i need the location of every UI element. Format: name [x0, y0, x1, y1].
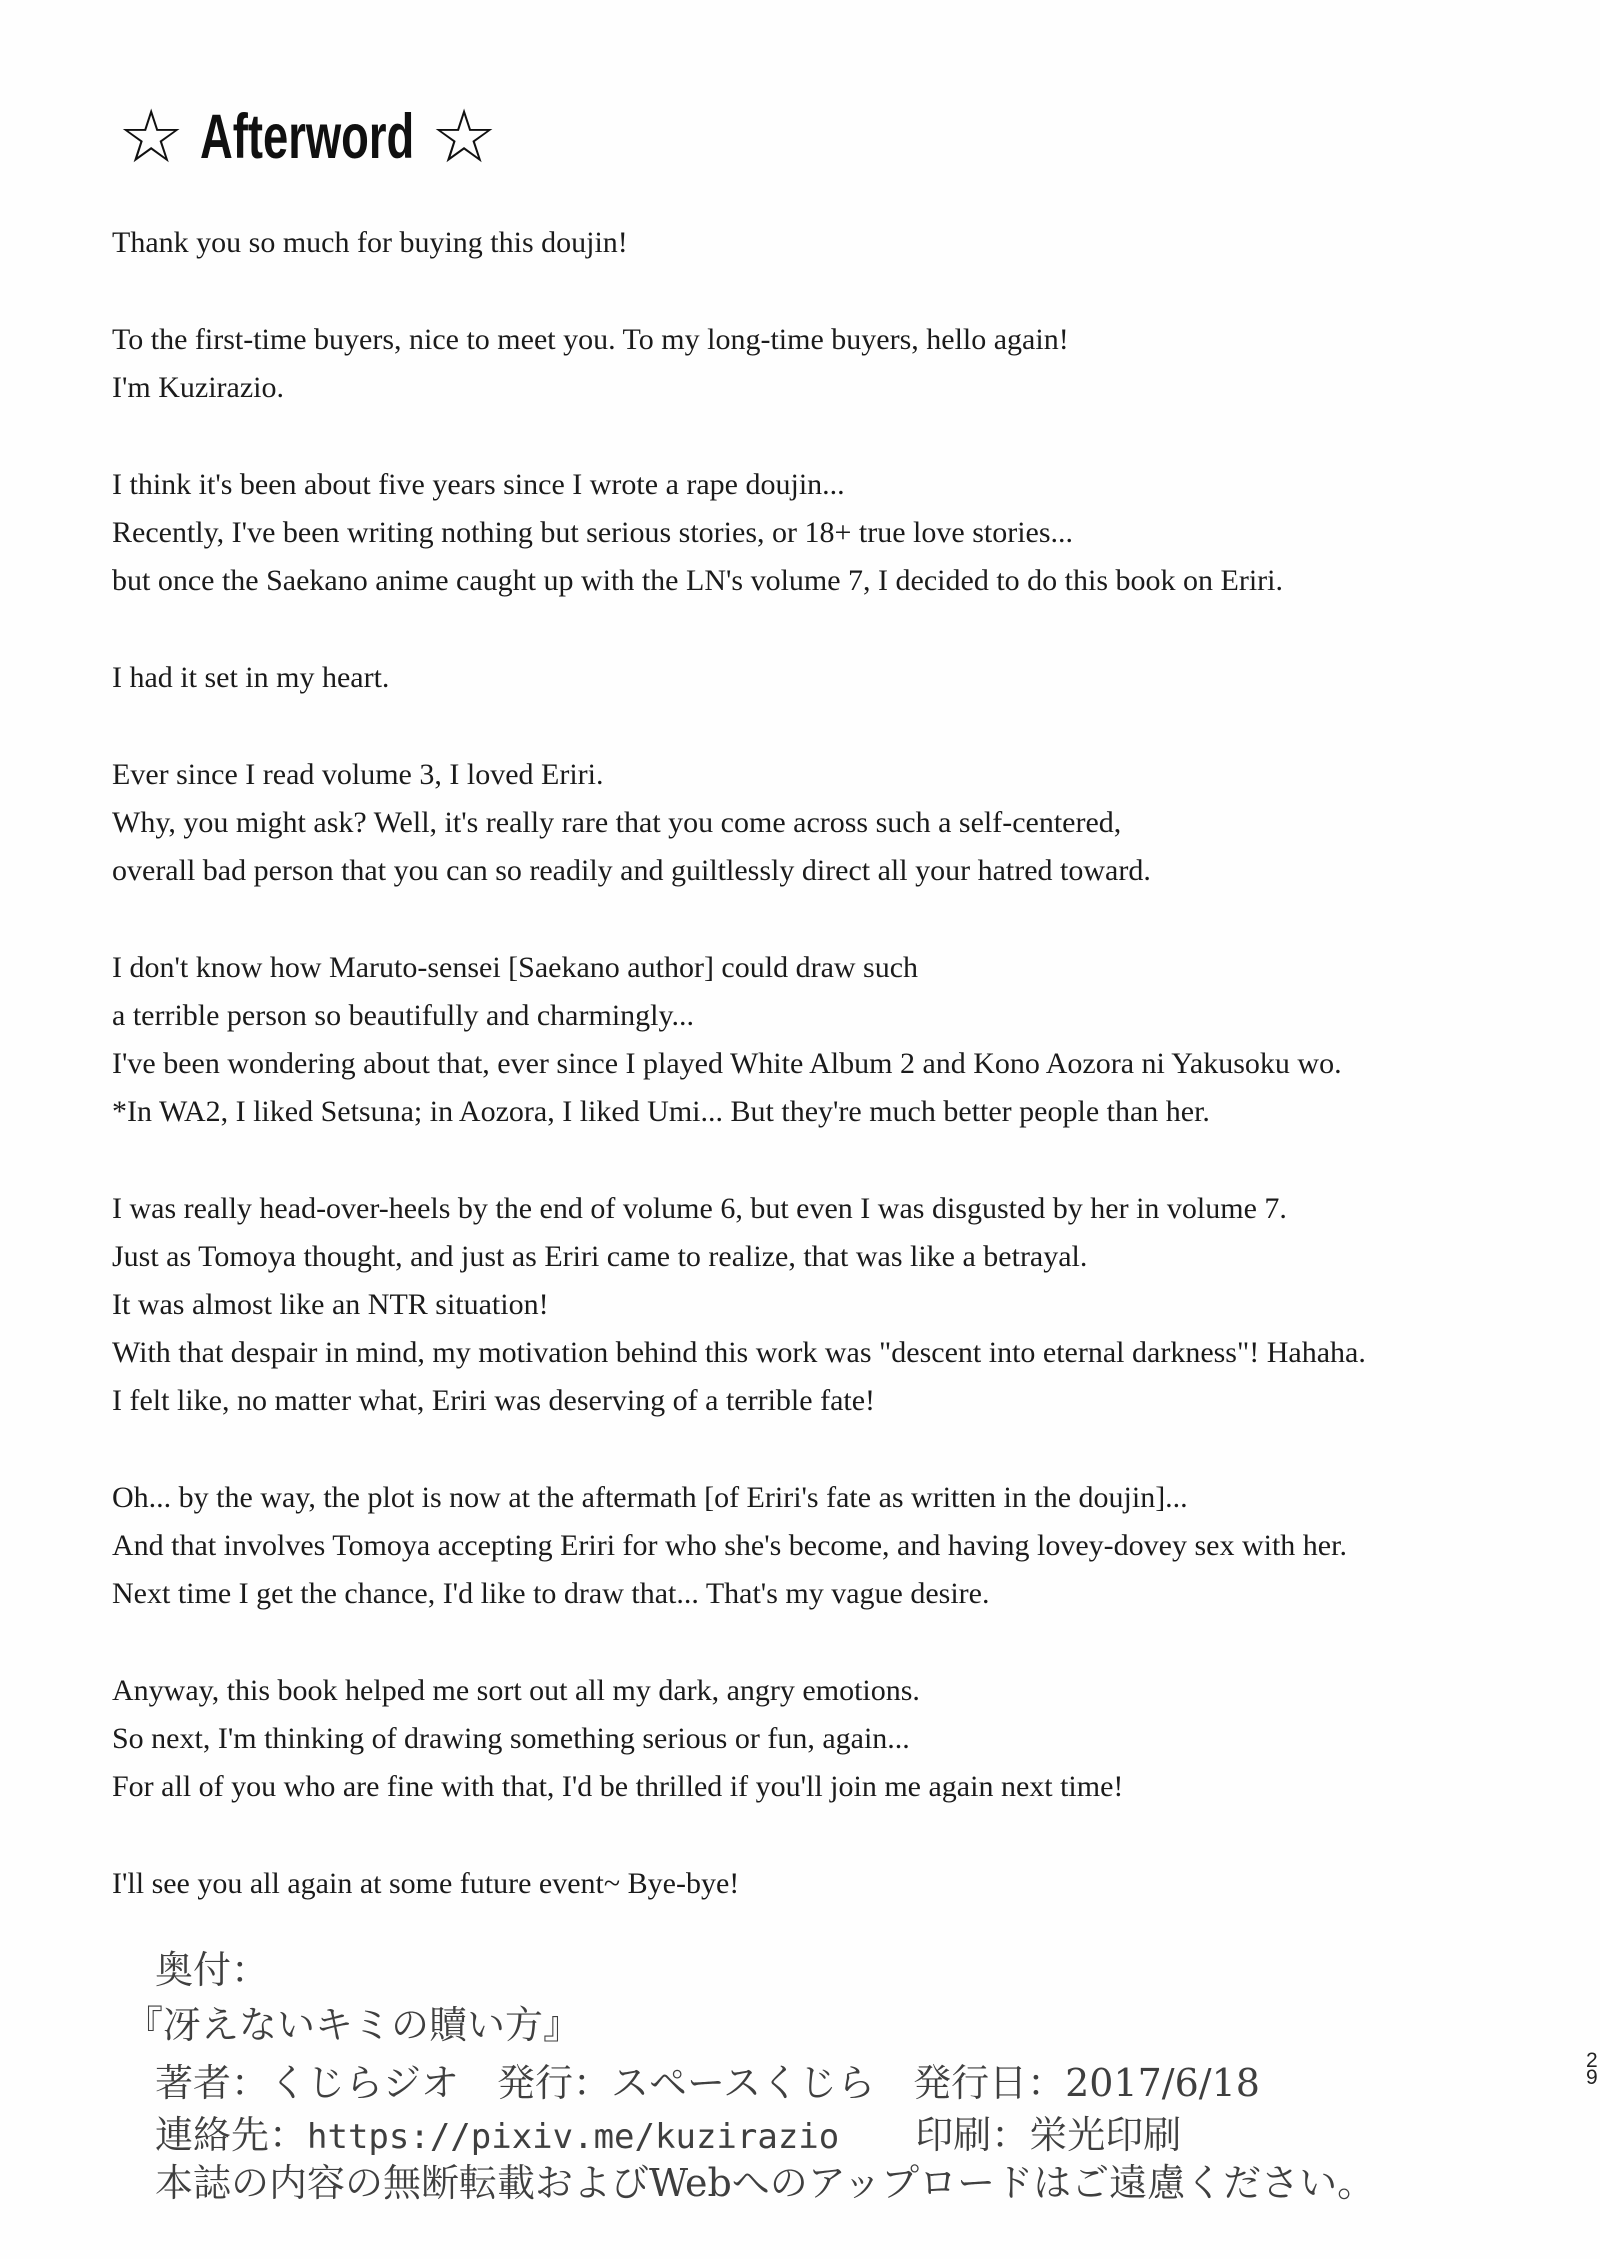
text-line: I'm Kuzirazio. — [112, 371, 285, 404]
paragraph-8 — [112, 1474, 1347, 1618]
text-line: a terrible person so beautifully and charmingly... — [112, 999, 695, 1032]
paragraph-9 — [112, 1667, 1123, 1811]
text-line: And that involves Tomoya accepting Eriri for who she's become, and having lovey-dovey sex with her. — [112, 1529, 1347, 1562]
text-line: So next, I'm thinking of drawing something serious or fun, again... — [112, 1722, 910, 1755]
text-line: Why, you might ask? Well, it's really rare that you come across such a self-centered, — [112, 806, 1122, 839]
colophon-contact-url: https://pixiv.me/kuzirazio — [307, 2117, 840, 2157]
paragraph-10 — [112, 1860, 739, 1908]
paragraph-1 — [112, 219, 628, 267]
text-line: overall bad person that you can so readily and guiltlessly direct all your hatred toward. — [112, 854, 1151, 887]
text-line: Ever since I read volume 3, I loved Eriri. — [112, 758, 604, 791]
colophon-label: 奥付： — [155, 1948, 270, 1992]
text-line: Recently, I've been writing nothing but serious stories, or 18+ true love stories... — [112, 516, 1074, 549]
text-line: I'll see you all again at some future event~ Bye-bye! — [112, 1867, 740, 1900]
text-line: Anyway, this book helped me sort out all my dark, angry emotions. — [112, 1674, 920, 1707]
colophon-author-line: 著者：くじらジオ 発行：スペースくじら 発行日：2017/6/18 — [155, 2061, 1260, 2105]
text-line: To the first-time buyers, nice to meet you. To my long-time buyers, hello again! — [112, 323, 1069, 356]
text-line: I was really head-over-heels by the end of volume 6, but even I was disgusted by her in volume 7. — [112, 1192, 1287, 1225]
text-line: I had it set in my heart. — [112, 661, 390, 694]
colophon-printer: 印刷：栄光印刷 — [839, 2113, 1182, 2157]
text-line: but once the Saekano anime caught up with the LN's volume 7, I decided to do this book on Eriri. — [112, 564, 1283, 597]
colophon-contact-line — [155, 2109, 1181, 2163]
paragraph-5 — [112, 751, 1151, 895]
page-number-digit-top: 2 — [1586, 2049, 1598, 2072]
text-line: For all of you who are fine with that, I'd be thrilled if you'll join me again next time! — [112, 1770, 1124, 1803]
text-line: I don't know how Maruto-sensei [Saekano author] could draw such — [112, 951, 919, 984]
page-title-text: Afterword — [200, 101, 415, 172]
text-line: Oh... by the way, the plot is now at the aftermath [of Eriri's fate as written in the doujin]... — [112, 1481, 1188, 1514]
paragraph-7 — [112, 1185, 1366, 1425]
colophon-contact-prefix: 連絡先： — [155, 2113, 308, 2157]
text-line: It was almost like an NTR situation! — [112, 1288, 549, 1321]
text-line: I think it's been about five years since I wrote a rape doujin... — [112, 468, 845, 501]
text-line: Next time I get the chance, I'd like to draw that... That's my vague desire. — [112, 1577, 990, 1610]
paragraph-4 — [112, 654, 389, 702]
text-line: *In WA2, I liked Setsuna; in Aozora, I liked Umi... But they're much better people than her. — [112, 1095, 1210, 1128]
text-line: I've been wondering about that, ever since I played White Album 2 and Kono Aozora ni Yakusoku wo. — [112, 1047, 1342, 1080]
star-icon-right: ☆ — [430, 94, 498, 180]
text-line: Thank you so much for buying this doujin! — [112, 226, 628, 259]
paragraph-6 — [112, 944, 1342, 1136]
star-icon-left: ☆ — [118, 94, 185, 180]
page-title — [118, 94, 498, 180]
colophon-notice-line: 本誌の内容の無断転載およびWebへのアップロードはご遠慮ください。 — [155, 2161, 1376, 2205]
colophon-book-title: 『冴えないキミの贖い方』 — [125, 2003, 582, 2047]
page-number-digit-bottom: 9 — [1586, 2066, 1598, 2089]
paragraph-2 — [112, 316, 1069, 412]
page-number — [1586, 2049, 1598, 2089]
paragraph-3 — [112, 461, 1283, 605]
text-line: I felt like, no matter what, Eriri was deserving of a terrible fate! — [112, 1384, 876, 1417]
text-line: Just as Tomoya thought, and just as Eriri came to realize, that was like a betrayal. — [112, 1240, 1088, 1273]
text-line: With that despair in mind, my motivation behind this work was "descent into eternal darkness"! Hahaha. — [112, 1336, 1366, 1369]
